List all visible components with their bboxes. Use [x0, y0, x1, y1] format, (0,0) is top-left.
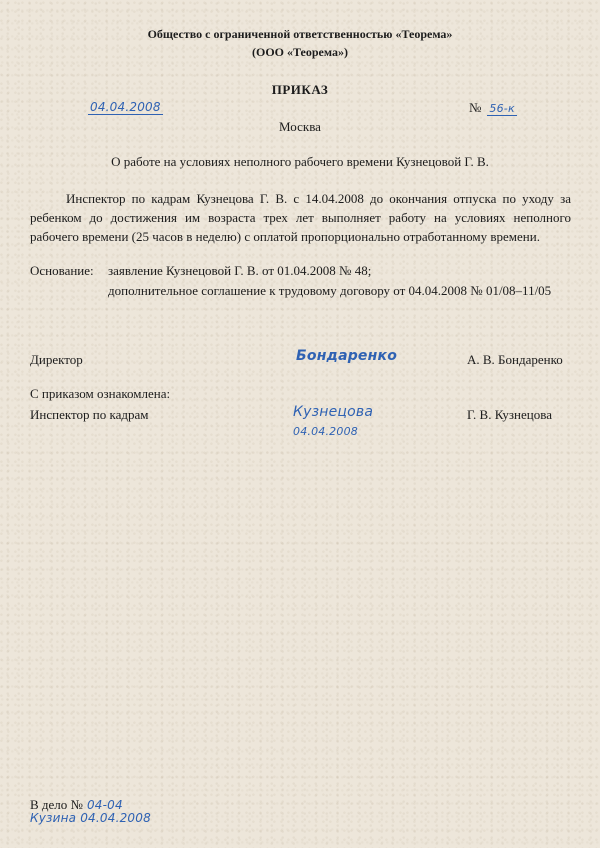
filing-label: В дело № — [30, 797, 83, 812]
organization-full-name: Общество с ограниченной ответственностью «Теорема» — [147, 27, 453, 41]
order-date — [88, 100, 163, 114]
organization-short-name: (ООО «Теорема») — [252, 45, 348, 59]
order-number-prefix: № — [469, 100, 482, 115]
basis-line-1: заявление Кузнецовой Г. В. от 01.04.2008 № 48; — [108, 263, 372, 278]
order-body-text: Инспектор по кадрам Кузнецова Г. В. с 14.04.2008 до окончания отпуска по уходу за ребенком до достижения им возраста трех лет выполняет работу на условиях неполного рабочего времени (25 часов в неделю) с оплатой пропорционально отработанному времени. — [30, 191, 571, 244]
basis-label: Основание: — [30, 263, 94, 278]
inspector-title: Инспектор по кадрам — [30, 407, 149, 422]
director-title: Директор — [30, 352, 83, 367]
director-signature: Бондаренко — [296, 348, 398, 364]
filing-case-number: 04-04 — [86, 798, 123, 812]
document-title: ПРИКАЗ — [271, 82, 329, 97]
order-subject: О работе на условиях неполного рабочего времени Кузнецовой Г. В. — [111, 154, 489, 169]
filing-signature: Кузина 04.04.2008 — [30, 811, 151, 825]
city: Москва — [279, 119, 321, 134]
inspector-sign-date: 04.04.2008 — [293, 425, 358, 438]
order-date-value: 04.04.2008 — [90, 100, 161, 114]
inspector-signature: Кузнецова — [293, 404, 374, 420]
acquainted-label: С приказом ознакомлена: — [30, 386, 171, 401]
inspector-name: Г. В. Кузнецова — [467, 407, 552, 422]
basis-line-2: дополнительное соглашение к трудовому договору от 04.04.2008 № 01/08–11/05 — [108, 283, 552, 298]
order-number-value: 56-к — [489, 102, 515, 115]
director-name: А. В. Бондаренко — [467, 352, 563, 367]
order-number — [469, 99, 517, 117]
